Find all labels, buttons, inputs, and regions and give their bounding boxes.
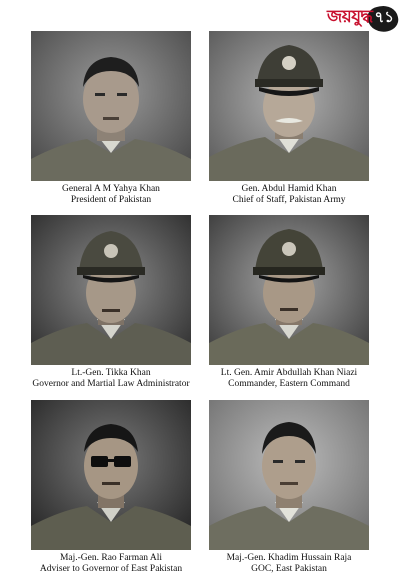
portrait-photo	[209, 31, 369, 181]
portrait-photo	[209, 215, 369, 365]
person-title: Adviser to Governor of East Pakistan	[39, 564, 183, 574]
person-title: GOC, East Pakistan	[251, 564, 327, 574]
logo-number: ৭১	[374, 7, 394, 26]
person-name: Maj.-Gen. Rao Farman Ali	[59, 553, 163, 563]
person-name: Lt.-Gen. Tikka Khan	[71, 368, 151, 378]
portrait-caption	[21, 553, 201, 575]
site-logo	[327, 4, 394, 32]
person-name: General A M Yahya Khan	[62, 184, 160, 194]
portrait-photo	[209, 400, 369, 550]
person-name: Maj.-Gen. Khadim Hussain Raja	[226, 553, 352, 563]
person-title: Governor and Martial Law Administrator	[32, 379, 190, 389]
person-name: Lt. Gen. Amir Abdullah Khan Niazi	[220, 368, 358, 378]
logo-text: জয়যুদ্ধ	[327, 7, 373, 27]
person-title: Commander, Eastern Command	[228, 379, 350, 389]
portrait-photo	[31, 215, 191, 365]
portrait-caption	[199, 184, 379, 206]
portrait-photo	[31, 31, 191, 181]
portrait-caption	[21, 184, 201, 206]
person-title: Chief of Staff, Pakistan Army	[232, 195, 346, 205]
portrait-caption	[21, 368, 201, 390]
person-name: Gen. Abdul Hamid Khan	[241, 184, 337, 194]
person-title: President of Pakistan	[70, 195, 152, 205]
portrait-photo	[31, 400, 191, 550]
portrait-caption	[199, 368, 379, 390]
portrait-caption	[199, 553, 379, 575]
